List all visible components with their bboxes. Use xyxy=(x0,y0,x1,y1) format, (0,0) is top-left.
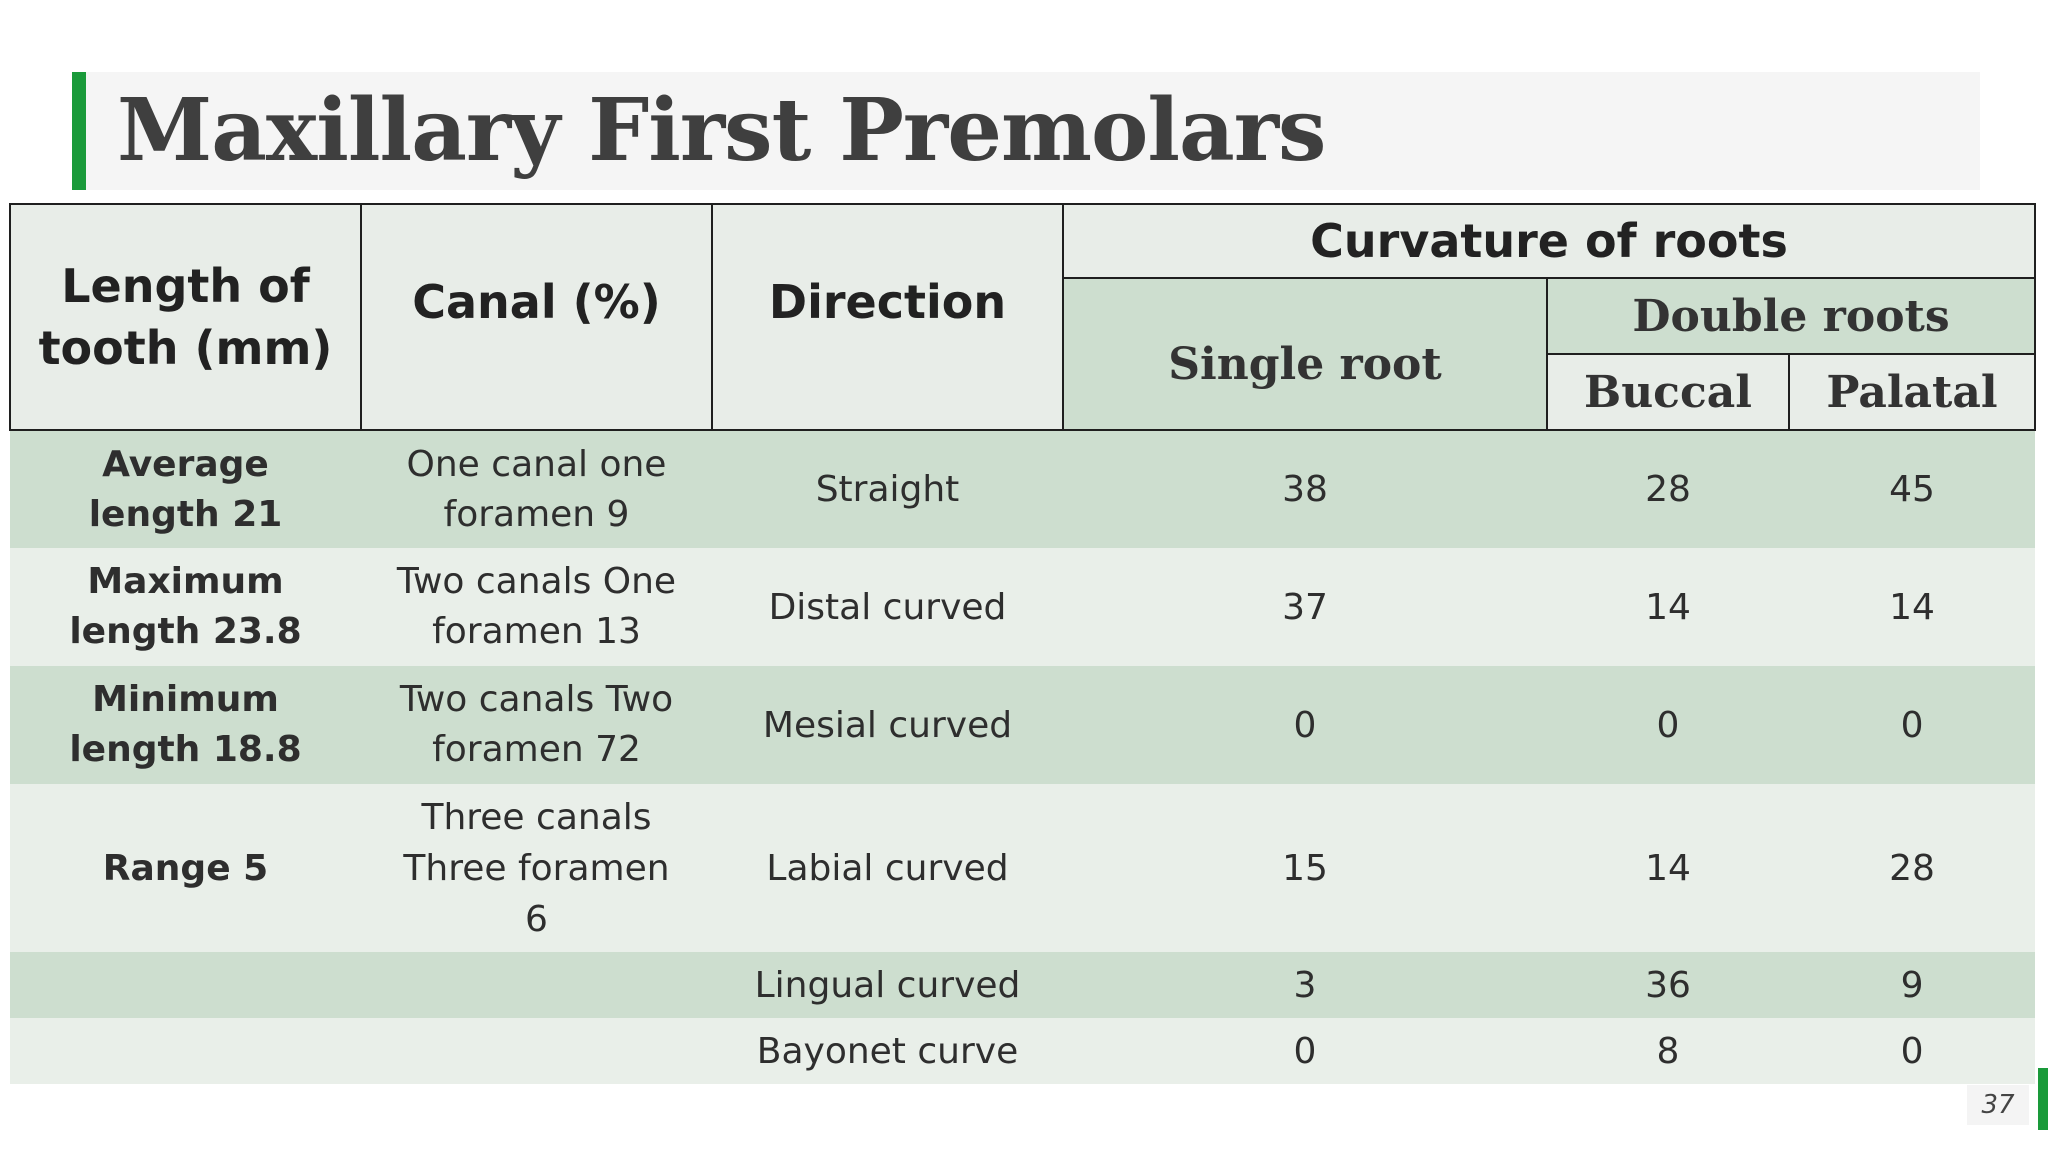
palatal-cell: 9 xyxy=(1789,952,2035,1018)
length-cell: Range 5 xyxy=(10,784,361,952)
canal-cell: Three canals Three foramen 6 xyxy=(361,784,712,952)
direction-cell: Straight xyxy=(712,430,1063,548)
length-cell xyxy=(10,1018,361,1084)
header-curvature: Curvature of roots xyxy=(1063,204,2035,278)
palatal-cell: 14 xyxy=(1789,548,2035,666)
buccal-cell: 14 xyxy=(1547,548,1789,666)
single-root-cell: 0 xyxy=(1063,666,1547,784)
table-row xyxy=(10,430,2035,548)
header-single-root: Single root xyxy=(1063,278,1547,430)
length-cell: Maximum length 23.8 xyxy=(10,548,361,666)
palatal-cell: 45 xyxy=(1789,430,2035,548)
single-root-cell: 38 xyxy=(1063,430,1547,548)
canal-cell xyxy=(361,1018,712,1084)
header-double-roots: Double roots xyxy=(1547,278,2035,354)
slide-title: Maxillary First Premolars xyxy=(117,80,1326,181)
direction-cell: Labial curved xyxy=(712,784,1063,952)
palatal-cell: 0 xyxy=(1789,1018,2035,1084)
single-root-cell: 3 xyxy=(1063,952,1547,1018)
single-root-cell: 0 xyxy=(1063,1018,1547,1084)
page-accent-bar xyxy=(2038,1068,2048,1130)
premolar-table xyxy=(9,203,2036,1084)
direction-cell: Lingual curved xyxy=(712,952,1063,1018)
buccal-cell: 0 xyxy=(1547,666,1789,784)
header-palatal: Palatal xyxy=(1789,354,2035,430)
buccal-cell: 8 xyxy=(1547,1018,1789,1084)
page-number: 37 xyxy=(1967,1085,2029,1125)
buccal-cell: 28 xyxy=(1547,430,1789,548)
header-direction: Direction xyxy=(712,204,1063,430)
length-cell: Minimum length 18.8 xyxy=(10,666,361,784)
single-root-cell: 15 xyxy=(1063,784,1547,952)
table-row xyxy=(10,666,2035,784)
table-row xyxy=(10,548,2035,666)
header-canal: Canal (%) xyxy=(361,204,712,430)
canal-cell: Two canals One foramen 13 xyxy=(361,548,712,666)
header-length: Length of tooth (mm) xyxy=(10,204,361,430)
table-row xyxy=(10,784,2035,952)
direction-cell: Distal curved xyxy=(712,548,1063,666)
title-accent-bar xyxy=(72,72,86,190)
direction-cell: Mesial curved xyxy=(712,666,1063,784)
length-cell xyxy=(10,952,361,1018)
palatal-cell: 0 xyxy=(1789,666,2035,784)
header-buccal: Buccal xyxy=(1547,354,1789,430)
length-cell: Average length 21 xyxy=(10,430,361,548)
palatal-cell: 28 xyxy=(1789,784,2035,952)
canal-cell xyxy=(361,952,712,1018)
table-row xyxy=(10,952,2035,1018)
single-root-cell: 37 xyxy=(1063,548,1547,666)
buccal-cell: 36 xyxy=(1547,952,1789,1018)
canal-cell: Two canals Two foramen 72 xyxy=(361,666,712,784)
buccal-cell: 14 xyxy=(1547,784,1789,952)
table-row xyxy=(10,1018,2035,1084)
direction-cell: Bayonet curve xyxy=(712,1018,1063,1084)
canal-cell: One canal one foramen 9 xyxy=(361,430,712,548)
